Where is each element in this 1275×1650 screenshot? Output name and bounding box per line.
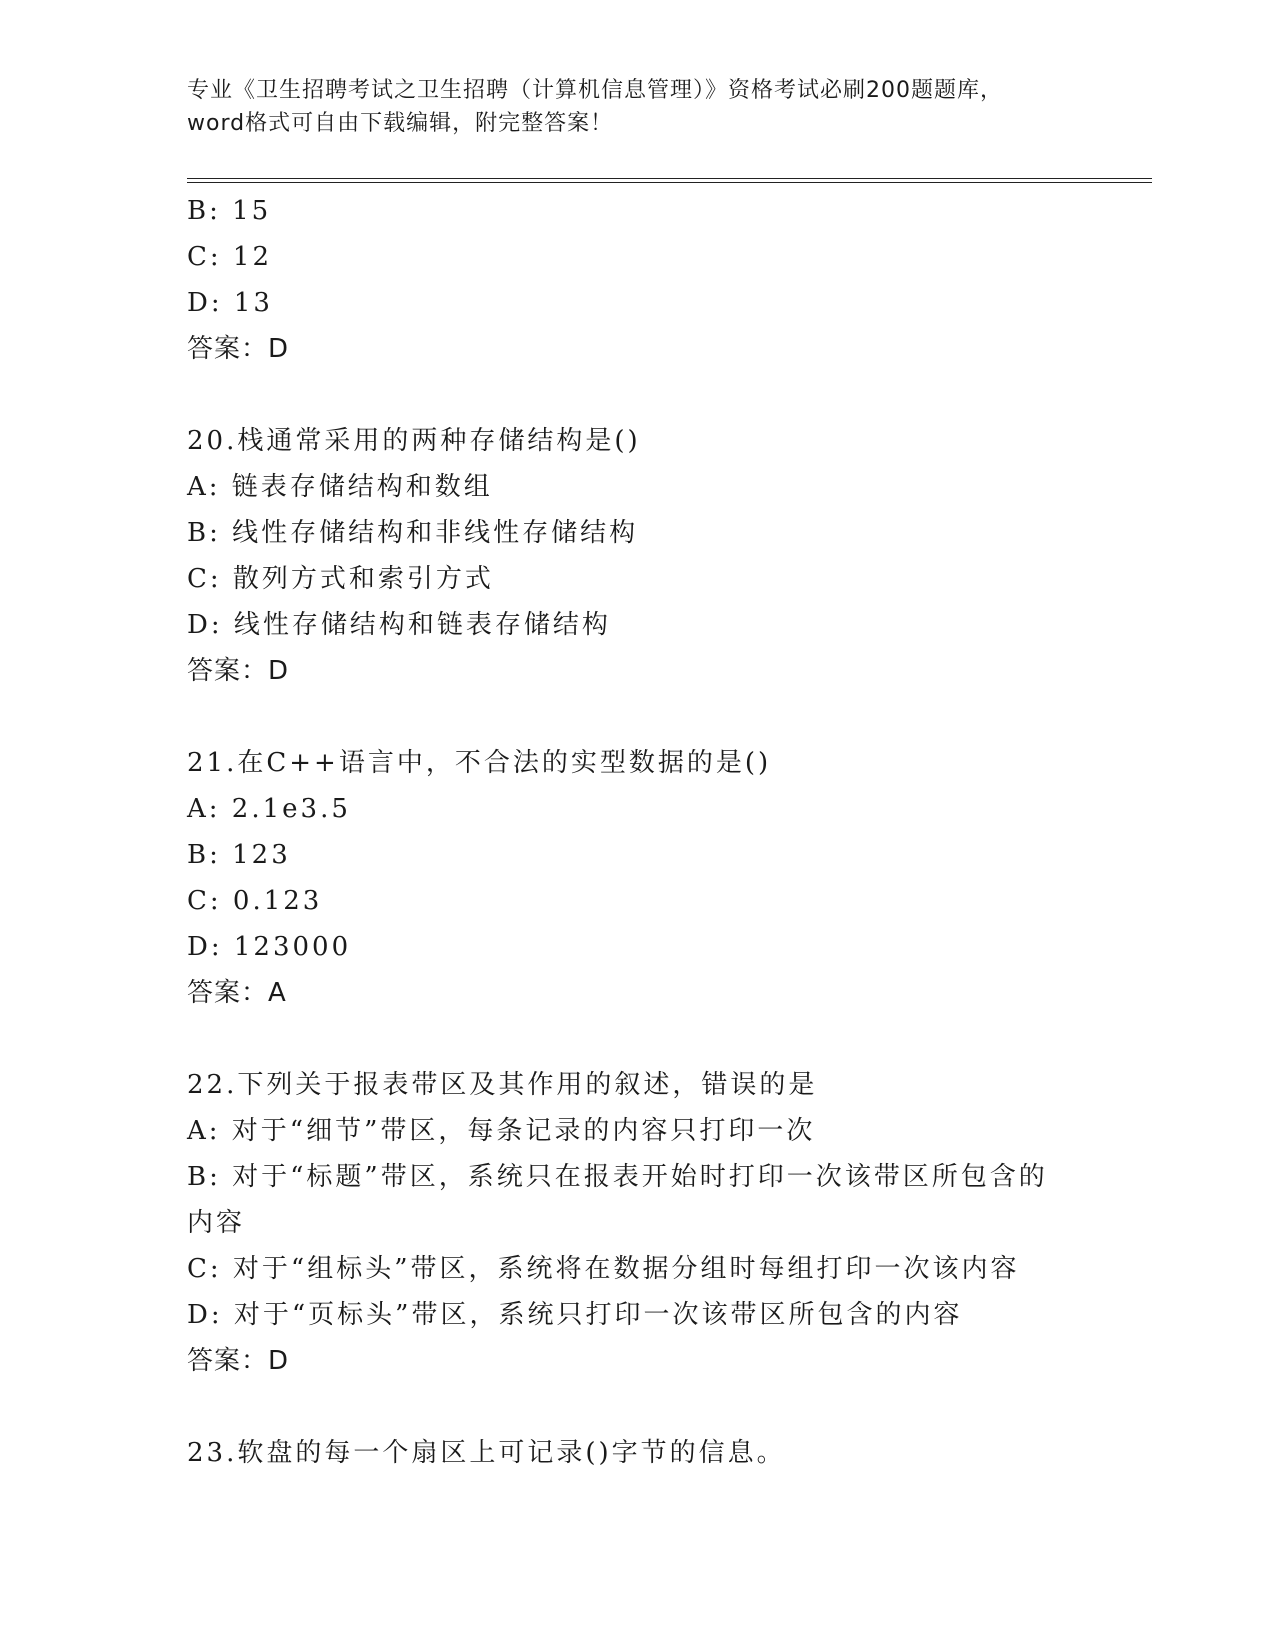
option-b-continuation: 内容 xyxy=(187,1208,246,1238)
question-text: 21.在C++语言中，不合法的实型数据的是() xyxy=(187,748,772,778)
header-line-2: word格式可自由下载编辑，附完整答案！ xyxy=(187,111,614,136)
spacer xyxy=(187,1384,1087,1430)
option-b: B: 123 xyxy=(187,840,291,870)
header-divider-bottom xyxy=(187,182,1152,183)
option-c: C: 0.123 xyxy=(187,886,323,916)
option-d: D: 线性存储结构和链表存储结构 xyxy=(187,610,611,640)
answer-line: 答案：D xyxy=(187,1346,290,1376)
option-d: D: 123000 xyxy=(187,932,352,962)
spacer xyxy=(187,372,1087,418)
option-c: C: 散列方式和索引方式 xyxy=(187,564,494,594)
answer-line: 答案：D xyxy=(187,334,290,364)
question-19-tail xyxy=(187,188,1087,372)
question-22 xyxy=(187,1062,1087,1384)
option-b: B: 线性存储结构和非线性存储结构 xyxy=(187,518,639,548)
option-d: D: 对于“页标头”带区，系统只打印一次该带区所包含的内容 xyxy=(187,1300,963,1330)
option-a: A: 2.1e3.5 xyxy=(187,794,351,824)
question-text: 23.软盘的每一个扇区上可记录()字节的信息。 xyxy=(187,1438,786,1468)
answer-line: 答案：D xyxy=(187,656,290,686)
option-b: B: 15 xyxy=(187,196,272,226)
option-c: C: 12 xyxy=(187,242,273,272)
question-21 xyxy=(187,740,1087,1016)
question-text: 22.下列关于报表带区及其作用的叙述，错误的是 xyxy=(187,1070,818,1100)
answer-line: 答案：A xyxy=(187,978,287,1008)
header-line-1: 专业《卫生招聘考试之卫生招聘（计算机信息管理）》资格考试必刷200题题库， xyxy=(187,78,1003,103)
option-a: A: 对于“细节”带区，每条记录的内容只打印一次 xyxy=(187,1116,816,1146)
document-header xyxy=(187,74,1087,140)
spacer xyxy=(187,1016,1087,1062)
option-c: C: 对于“组标头”带区，系统将在数据分组时每组打印一次该内容 xyxy=(187,1254,1020,1284)
option-b: B: 对于“标题”带区，系统只在报表开始时打印一次该带区所包含的 xyxy=(187,1162,1048,1192)
question-23 xyxy=(187,1430,1087,1476)
question-text: 20.栈通常采用的两种存储结构是() xyxy=(187,426,641,456)
question-list xyxy=(187,188,1087,1476)
header-divider-top xyxy=(187,178,1152,179)
question-20 xyxy=(187,418,1087,694)
spacer xyxy=(187,694,1087,740)
option-d: D: 13 xyxy=(187,288,273,318)
option-a: A: 链表存储结构和数组 xyxy=(187,472,493,502)
